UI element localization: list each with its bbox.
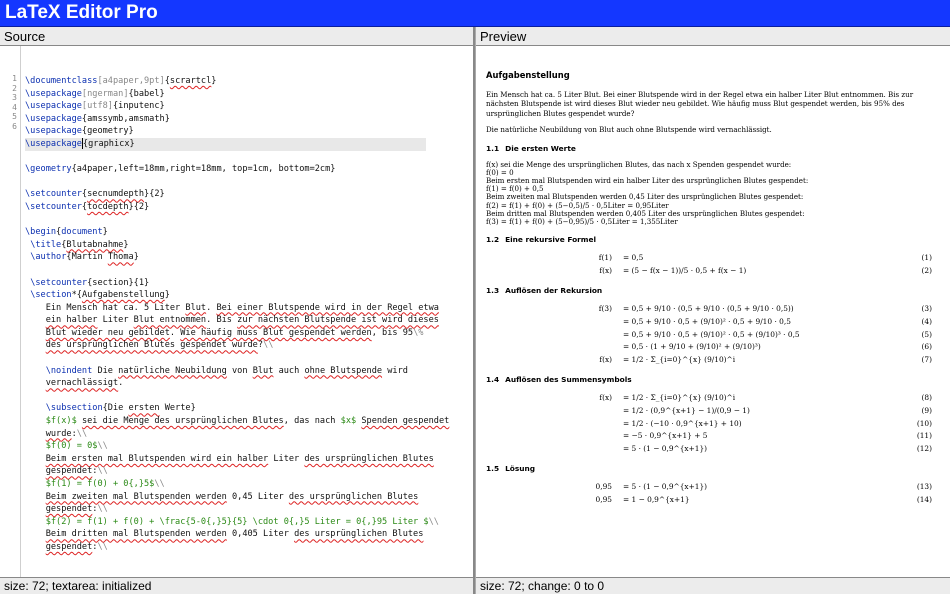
code-line[interactable]: vernachlässigt.	[45, 378, 124, 389]
code-line[interactable]: \geometry{a4paper,left=18mm,right=18mm, top=1cm, bottom=2cm}	[25, 164, 336, 175]
code-line[interactable]: \author{Martin Thoma}	[30, 252, 139, 263]
code-line-current[interactable]: \usepackage{graphicx}	[25, 138, 426, 151]
code-line[interactable]: \setcounter{secnumdepth}{2}	[25, 189, 165, 200]
source-status: size: 72; textarea: initialized	[0, 577, 473, 594]
code-line[interactable]: \noindent Die natürliche Neubildung von Blut auch ohne Blutspende wird	[45, 365, 408, 376]
equation: f(x) = 1/2 · Σ_{i=0}^{x} (9/10)^i (7)	[599, 354, 932, 364]
preview-line: f(1) = f(0) + 0,5	[486, 184, 544, 194]
code-line[interactable]: $f(1) = f(0) + 0{,}5$\\	[45, 479, 165, 489]
code-line[interactable]: \usepackage{amssymb,amsmath}	[25, 113, 170, 124]
equation: 0,95 = 1 − 0,9^{x+1} (14)	[595, 494, 932, 504]
code-line[interactable]: \section*{Aufgabenstellung}	[30, 290, 170, 301]
preview-pane	[475, 27, 950, 594]
equation: f(x) = (5 − f(x − 1))/5 · 0,5 + f(x − 1) (2)	[599, 265, 932, 275]
preview-subsection: 1.5 Lösung	[486, 464, 536, 474]
code-line[interactable]: \begin{document}	[25, 227, 108, 238]
source-code[interactable]	[25, 75, 450, 554]
code-line[interactable]: \subsection{Die ersten Werte}	[45, 403, 196, 414]
line-number: 6	[12, 121, 17, 131]
code-line[interactable]: gespendet:\\	[45, 466, 108, 477]
code-line[interactable]: Blut wieder neu gebildet. Wie häufig muss Blut gespendet werden, bis 95\%	[45, 327, 424, 338]
line-number-gutter	[0, 46, 21, 577]
equation: = −5 · 0,9^{x+1} + 5 (11)	[623, 431, 932, 441]
code-line[interactable]: wurde:\\	[45, 428, 88, 439]
code-line[interactable]: \documentclass[a4paper,9pt]{scrartcl}	[25, 76, 217, 86]
code-line[interactable]: $f(0) = 0$\\	[45, 441, 108, 452]
equation: = 0,5 + 9/10 · 0,5 + (9/10)² · 0,5 + 9/10 · 0,5 (4)	[623, 317, 932, 327]
source-pane	[0, 27, 475, 594]
code-line[interactable]: \title{Blutabnahme}	[30, 239, 129, 250]
code-line[interactable]: Ein Mensch hat ca. 5 Liter Blut. Bei einer Blutspende wird in der Regel etwa	[25, 302, 439, 313]
preview-line: f(0) = 0	[486, 167, 514, 177]
equation: = 1/2 · (0,9^{x+1} − 1)/(0,9 − 1) (9)	[623, 406, 932, 415]
preview-line: f(3) = f(1) + f(0) + (5−0,95)/5 · 0,5Liter = 1,355Liter	[486, 217, 678, 227]
line-number: 5	[12, 112, 17, 121]
code-line[interactable]: gespendet:\\	[45, 541, 108, 552]
line-number: 3	[12, 93, 17, 102]
equation: = 5 · (1 − 0,9^{x+1}) (12)	[623, 443, 932, 453]
preview-line: Beim zweiten mal Blutspenden werden 0,45 Liter des ursprünglichen Blutes gespendet:	[486, 192, 804, 202]
code-line[interactable]: \setcounter{section}{1}	[30, 277, 150, 288]
code-line[interactable]: \setcounter{tocdepth}{2}	[25, 201, 150, 212]
code-line[interactable]: \usepackage[utf8]{inputenc}	[25, 101, 165, 112]
code-line[interactable]: Beim ersten mal Blutspenden wird ein halber Liter des ursprünglichen Blutes	[45, 453, 434, 464]
preview-line: f(x) sei die Menge des ursprünglichen Blutes, das nach x Spenden gespendet wurde:	[486, 159, 792, 169]
line-number: 2	[12, 83, 17, 93]
code-line[interactable]: ein halber Liter Blut entnommen. Bis zur nächsten Blutspende ist wird dieses	[45, 315, 439, 326]
preview-document	[476, 46, 950, 577]
preview-section-title: Aufgabenstellung	[486, 70, 570, 80]
source-header: Source	[0, 27, 473, 46]
preview-line: f(2) = f(1) + f(0) + (5−0,5)/5 · 0,5Liter = 0,95Liter	[486, 200, 669, 210]
preview-paragraph: Ein Mensch hat ca. 5 Liter Blut. Bei einer Blutspende wird in der Regel etwa ein halber Liter Blut entnommen. Bis zur nächsten Blutspende ist wird dieses Blut wieder neu gebildet. Wie häufig muss Blut gespendet werden, bis 95% des ursprünglichen Blutes gespendet wurde?	[486, 90, 914, 118]
preview-status: size: 72; change: 0 to 0	[476, 577, 950, 594]
code-line[interactable]: \usepackage{geometry}	[25, 126, 134, 137]
equation: f(x) = 1/2 · Σ_{i=0}^{x} (9/10)^i (8)	[599, 393, 932, 403]
equation: f(3) = 0,5 + 9/10 · (0,5 + 9/10 · (0,5 + 9/10 · 0,5)) (3)	[598, 304, 932, 314]
source-editor[interactable]	[0, 46, 473, 577]
preview-header: Preview	[476, 27, 950, 46]
equation: f(1) = 0,5 (1)	[598, 253, 932, 263]
preview-subsection: 1.4 Auflösen des Summensymbols	[486, 375, 632, 385]
preview-line: Beim ersten mal Blutspenden wird ein halber Liter des ursprünglichen Blutes gespendet:	[486, 176, 809, 186]
preview-paragraph: Die natürliche Neubildung von Blut auch ohne Blutspende wird vernachlässigt.	[486, 125, 772, 135]
equation: = 0,5 · (1 + 9/10 + (9/10)² + (9/10)³) (6)	[623, 342, 932, 352]
code-line[interactable]: gespendet:\\	[45, 504, 108, 515]
equation: = 1/2 · (−10 · 0,9^{x+1} + 10) (10)	[623, 418, 932, 428]
code-line[interactable]: \usepackage[ngerman]{babel}	[25, 88, 165, 99]
line-number: 1	[12, 74, 17, 83]
line-number: 4	[12, 102, 17, 112]
preview-subsection: 1.3 Auflösen der Rekursion	[486, 286, 603, 296]
code-line[interactable]: Beim zweiten mal Blutspenden werden 0,45 Liter des ursprünglichen Blutes	[45, 491, 419, 502]
equation: 0,95 = 5 · (1 − 0,9^{x+1}) (13)	[595, 482, 932, 492]
title-bar	[0, 0, 950, 27]
equation: = 0,5 + 9/10 · 0,5 + (9/10)² · 0,5 + (9/10)³ · 0,5 (5)	[623, 329, 932, 339]
app-title: LaTeX Editor Pro	[5, 2, 158, 23]
code-line[interactable]: $f(2) = f(1) + f(0) + \frac{5-0{,}5}{5} \cdot 0{,}5 Liter = 0{,}95 Liter $\\	[45, 516, 439, 527]
code-line[interactable]: $f(x)$ sei die Menge des ursprünglichen Blutes, das nach $x$ Spenden gespendet	[45, 416, 450, 427]
preview-subsection: 1.1 Die ersten Werte	[486, 143, 576, 153]
preview-subsection: 1.2 Eine rekursive Formel	[486, 235, 597, 245]
preview-line: Beim dritten mal Blutspenden werden 0,405 Liter des ursprünglichen Blutes gespendet:	[486, 208, 805, 218]
code-line[interactable]: des ursprünglichen Blutes gespendet wurde?\\	[45, 340, 274, 351]
preview-lines	[486, 161, 940, 227]
code-line[interactable]: Beim dritten mal Blutspenden werden 0,405 Liter des ursprünglichen Blutes	[45, 529, 424, 540]
